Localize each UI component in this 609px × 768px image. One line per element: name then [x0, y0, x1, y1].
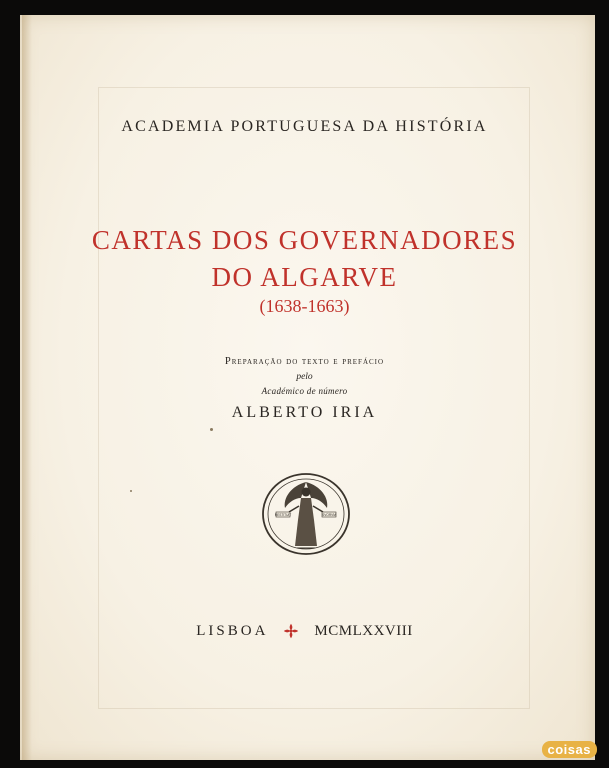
inner-frame [98, 87, 530, 709]
fleur-ornament-icon [282, 622, 300, 640]
imprint-line [0, 622, 609, 640]
academy-name: ACADEMIA PORTUGUESA DA HISTÓRIA [121, 118, 488, 135]
title-line-2: DO ALGARVE [211, 262, 398, 292]
pelo-line: pelo [296, 372, 313, 382]
title-dates: (1638-1663) [259, 296, 350, 316]
watermark-badge: coisas [542, 741, 597, 758]
academico-line: Académico de número [261, 386, 348, 396]
seal-right-text: SVORVM [322, 513, 336, 517]
paper-speck [210, 428, 213, 431]
seal-left-text: RESTITUIT [274, 513, 292, 517]
preparation-text: Preparação do texto e prefácio [224, 356, 385, 367]
academy-seal-icon [261, 472, 351, 556]
title-line-1: CARTAS DOS GOVERNADORES [91, 225, 518, 255]
preparation-line [0, 356, 609, 367]
paper-speck [130, 490, 132, 492]
imprint-place: LISBOA [196, 622, 269, 639]
author-name: ALBERTO IRIA [231, 404, 378, 421]
imprint-year: MCMLXXVIII [314, 622, 413, 639]
